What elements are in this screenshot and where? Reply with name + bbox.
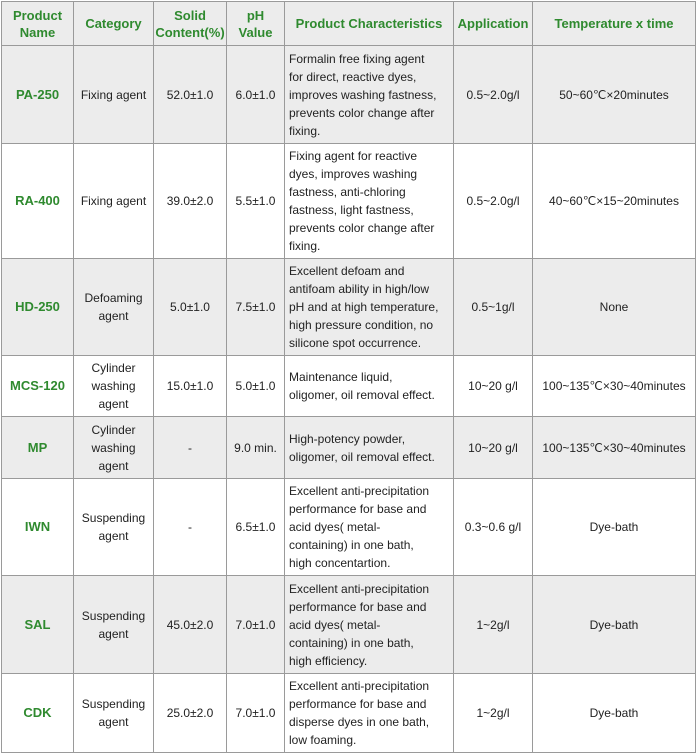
characteristics-cell: Excellent defoam and antifoam ability in high/low pH and at high temperature, high pressure condition, no silicone spot occurrence.	[285, 259, 454, 356]
product-name-cell: PA-250	[2, 46, 74, 144]
characteristics-cell: Fixing agent for reactive dyes, improves washing fastness, anti-chloring fastness, light fastness, prevents color change after fixing.	[285, 144, 454, 259]
ph-value-cell: 6.5±1.0	[227, 479, 285, 576]
category-cell: Suspending agent	[74, 674, 154, 753]
product-name-cell: SAL	[2, 576, 74, 674]
ph-value-cell: 7.5±1.0	[227, 259, 285, 356]
table-row	[2, 144, 696, 259]
table-row	[2, 417, 696, 479]
header-category: Category	[74, 2, 154, 46]
product-name-cell: MCS-120	[2, 356, 74, 417]
table-row	[2, 259, 696, 356]
header-product-name: Product Name	[2, 2, 74, 46]
product-name-cell: IWN	[2, 479, 74, 576]
header-characteristics: Product Characteristics	[285, 2, 454, 46]
solid-content-cell: 25.0±2.0	[154, 674, 227, 753]
temperature-time-cell: None	[533, 259, 696, 356]
header-application: Application	[454, 2, 533, 46]
solid-content-cell: -	[154, 417, 227, 479]
table-row	[2, 356, 696, 417]
temperature-time-cell: Dye-bath	[533, 576, 696, 674]
characteristics-cell: Excellent anti-precipitation performance for base and disperse dyes in one bath, low foaming.	[285, 674, 454, 753]
application-cell: 0.5~1g/l	[454, 259, 533, 356]
ph-value-cell: 6.0±1.0	[227, 46, 285, 144]
product-name-cell: CDK	[2, 674, 74, 753]
application-cell: 1~2g/l	[454, 674, 533, 753]
category-cell: Cylinder washing agent	[74, 417, 154, 479]
characteristics-cell: Maintenance liquid, oligomer, oil removal effect.	[285, 356, 454, 417]
table-row	[2, 576, 696, 674]
table-row	[2, 674, 696, 753]
characteristics-cell: Excellent anti-precipitation performance for base and acid dyes( metal- containing) in one bath, high efficiency.	[285, 576, 454, 674]
ph-value-cell: 5.5±1.0	[227, 144, 285, 259]
category-cell: Fixing agent	[74, 144, 154, 259]
header-row	[2, 2, 696, 46]
header-temperature-time: Temperature x time	[533, 2, 696, 46]
application-cell: 10~20 g/l	[454, 356, 533, 417]
table-row	[2, 479, 696, 576]
characteristics-cell: Excellent anti-precipitation performance for base and acid dyes( metal- containing) in one bath, high concentartion.	[285, 479, 454, 576]
product-table	[1, 1, 696, 753]
ph-value-cell: 7.0±1.0	[227, 674, 285, 753]
category-cell: Suspending agent	[74, 479, 154, 576]
solid-content-cell: 39.0±2.0	[154, 144, 227, 259]
product-name-cell: MP	[2, 417, 74, 479]
header-solid-content: Solid Content(%)	[154, 2, 227, 46]
ph-value-cell: 9.0 min.	[227, 417, 285, 479]
solid-content-cell: 52.0±1.0	[154, 46, 227, 144]
application-cell: 0.5~2.0g/l	[454, 46, 533, 144]
header-ph-value: pH Value	[227, 2, 285, 46]
application-cell: 0.3~0.6 g/l	[454, 479, 533, 576]
product-name-cell: RA-400	[2, 144, 74, 259]
application-cell: 1~2g/l	[454, 576, 533, 674]
temperature-time-cell: 100~135℃×30~40minutes	[533, 417, 696, 479]
temperature-time-cell: 40~60℃×15~20minutes	[533, 144, 696, 259]
ph-value-cell: 7.0±1.0	[227, 576, 285, 674]
solid-content-cell: -	[154, 479, 227, 576]
temperature-time-cell: Dye-bath	[533, 674, 696, 753]
temperature-time-cell: 100~135℃×30~40minutes	[533, 356, 696, 417]
characteristics-cell: Formalin free fixing agent for direct, reactive dyes, improves washing fastness, prevents color change after fixing.	[285, 46, 454, 144]
temperature-time-cell: Dye-bath	[533, 479, 696, 576]
table-row	[2, 46, 696, 144]
ph-value-cell: 5.0±1.0	[227, 356, 285, 417]
category-cell: Cylinder washing agent	[74, 356, 154, 417]
temperature-time-cell: 50~60℃×20minutes	[533, 46, 696, 144]
solid-content-cell: 15.0±1.0	[154, 356, 227, 417]
product-name-cell: HD-250	[2, 259, 74, 356]
solid-content-cell: 5.0±1.0	[154, 259, 227, 356]
application-cell: 0.5~2.0g/l	[454, 144, 533, 259]
category-cell: Defoaming agent	[74, 259, 154, 356]
solid-content-cell: 45.0±2.0	[154, 576, 227, 674]
characteristics-cell: High-potency powder, oligomer, oil removal effect.	[285, 417, 454, 479]
category-cell: Suspending agent	[74, 576, 154, 674]
application-cell: 10~20 g/l	[454, 417, 533, 479]
category-cell: Fixing agent	[74, 46, 154, 144]
